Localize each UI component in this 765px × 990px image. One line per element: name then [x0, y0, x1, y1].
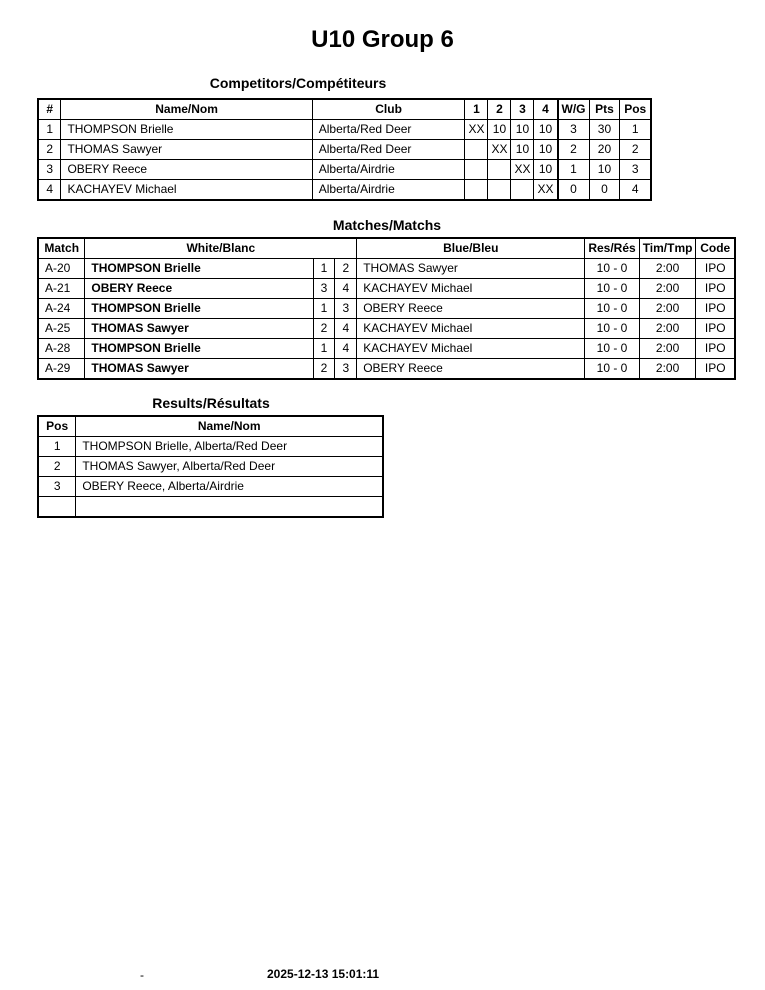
col-result-pos: Pos	[38, 416, 76, 437]
match-code: IPO	[696, 279, 735, 299]
blue-competitor: KACHAYEV Michael	[357, 339, 585, 359]
page-title: U10 Group 6	[311, 26, 454, 53]
result-row	[38, 437, 383, 457]
match-result: 10 - 0	[585, 279, 639, 299]
result-position	[38, 497, 76, 518]
blue-number: 4	[335, 339, 357, 359]
match-row	[38, 339, 735, 359]
col-pts: Pts	[589, 99, 620, 120]
competitor-num: 4	[38, 180, 61, 201]
col-blue: Blue/Bleu	[357, 238, 585, 259]
match-code: IPO	[696, 259, 735, 279]
blue-number: 2	[335, 259, 357, 279]
competitor-row	[38, 120, 651, 140]
competitor-name: OBERY Reece	[61, 160, 312, 180]
competitor-num: 2	[38, 140, 61, 160]
col-3: 3	[511, 99, 534, 120]
match-row	[38, 359, 735, 380]
col-res: Res/Rés	[585, 238, 639, 259]
result-position: 2	[38, 457, 76, 477]
match-result: 10 - 0	[585, 359, 639, 380]
col-code: Code	[696, 238, 735, 259]
score-vs-1: XX	[465, 120, 488, 140]
competitor-name: THOMAS Sawyer	[61, 140, 312, 160]
competitor-points: 30	[589, 120, 620, 140]
match-time: 2:00	[639, 319, 696, 339]
col-1: 1	[465, 99, 488, 120]
col-match: Match	[38, 238, 85, 259]
matches-heading: Matches/Matchs	[332, 217, 442, 233]
score-vs-2: 10	[488, 120, 511, 140]
match-code: IPO	[696, 299, 735, 319]
match-id: A-29	[38, 359, 85, 380]
competitor-club: Alberta/Airdrie	[312, 180, 465, 201]
score-vs-2: XX	[488, 140, 511, 160]
col-num: #	[38, 99, 61, 120]
competitor-position: 4	[620, 180, 651, 201]
results-header-row	[38, 416, 383, 437]
competitor-wins: 3	[558, 120, 590, 140]
col-2: 2	[488, 99, 511, 120]
white-number: 1	[313, 339, 335, 359]
result-row	[38, 497, 383, 518]
score-vs-1	[465, 180, 488, 201]
match-row	[38, 319, 735, 339]
match-id: A-28	[38, 339, 85, 359]
score-vs-2	[488, 180, 511, 201]
competitor-wins: 1	[558, 160, 590, 180]
competitor-position: 2	[620, 140, 651, 160]
result-name: THOMAS Sawyer, Alberta/Red Deer	[76, 457, 383, 477]
footer-dash: -	[140, 968, 144, 982]
competitor-wins: 2	[558, 140, 590, 160]
white-competitor: THOMPSON Brielle	[85, 339, 313, 359]
match-time: 2:00	[639, 259, 696, 279]
match-id: A-24	[38, 299, 85, 319]
competitor-num: 3	[38, 160, 61, 180]
competitor-name: KACHAYEV Michael	[61, 180, 312, 201]
score-vs-4: 10	[534, 120, 558, 140]
score-vs-4: 10	[534, 140, 558, 160]
col-result-name: Name/Nom	[76, 416, 383, 437]
competitor-points: 20	[589, 140, 620, 160]
blue-competitor: KACHAYEV Michael	[357, 279, 585, 299]
competitor-club: Alberta/Red Deer	[312, 120, 465, 140]
matches-header-row	[38, 238, 735, 259]
match-row	[38, 259, 735, 279]
match-result: 10 - 0	[585, 299, 639, 319]
white-number: 1	[313, 299, 335, 319]
competitor-wins: 0	[558, 180, 590, 201]
white-competitor: THOMPSON Brielle	[85, 299, 313, 319]
match-result: 10 - 0	[585, 339, 639, 359]
match-time: 2:00	[639, 359, 696, 380]
blue-competitor: OBERY Reece	[357, 359, 585, 380]
blue-competitor: KACHAYEV Michael	[357, 319, 585, 339]
blue-number: 3	[335, 359, 357, 380]
competitors-table	[37, 98, 652, 201]
competitor-club: Alberta/Airdrie	[312, 160, 465, 180]
col-name: Name/Nom	[61, 99, 312, 120]
score-vs-4: 10	[534, 160, 558, 180]
competitors-header-row	[38, 99, 651, 120]
col-4: 4	[534, 99, 558, 120]
white-competitor: THOMPSON Brielle	[85, 259, 313, 279]
score-vs-3	[511, 180, 534, 201]
score-vs-1	[465, 160, 488, 180]
blue-number: 3	[335, 299, 357, 319]
competitor-num: 1	[38, 120, 61, 140]
white-competitor: OBERY Reece	[85, 279, 313, 299]
competitor-row	[38, 140, 651, 160]
match-result: 10 - 0	[585, 259, 639, 279]
results-heading: Results/Résultats	[152, 395, 270, 411]
competitor-row	[38, 160, 651, 180]
score-vs-4: XX	[534, 180, 558, 201]
score-vs-2	[488, 160, 511, 180]
col-club: Club	[312, 99, 465, 120]
match-time: 2:00	[639, 279, 696, 299]
score-vs-3: 10	[511, 140, 534, 160]
competitor-points: 0	[589, 180, 620, 201]
match-row	[38, 279, 735, 299]
competitor-row	[38, 180, 651, 201]
blue-number: 4	[335, 279, 357, 299]
competitors-heading: Competitors/Compétiteurs	[209, 75, 387, 91]
competitor-name: THOMPSON Brielle	[61, 120, 312, 140]
match-id: A-21	[38, 279, 85, 299]
competitor-position: 1	[620, 120, 651, 140]
white-number: 2	[313, 319, 335, 339]
competitor-position: 3	[620, 160, 651, 180]
result-position: 3	[38, 477, 76, 497]
white-competitor: THOMAS Sawyer	[85, 359, 313, 380]
col-wg: W/G	[558, 99, 590, 120]
white-number: 2	[313, 359, 335, 380]
result-name: THOMPSON Brielle, Alberta/Red Deer	[76, 437, 383, 457]
match-time: 2:00	[639, 299, 696, 319]
match-code: IPO	[696, 359, 735, 380]
result-row	[38, 457, 383, 477]
match-row	[38, 299, 735, 319]
result-name: OBERY Reece, Alberta/Airdrie	[76, 477, 383, 497]
matches-table	[37, 237, 736, 380]
col-pos: Pos	[620, 99, 651, 120]
match-time: 2:00	[639, 339, 696, 359]
col-time: Tim/Tmp	[639, 238, 696, 259]
footer-timestamp: 2025-12-13 15:01:11	[267, 967, 380, 981]
col-white: White/Blanc	[85, 238, 357, 259]
white-number: 3	[313, 279, 335, 299]
blue-competitor: THOMAS Sawyer	[357, 259, 585, 279]
competitor-points: 10	[589, 160, 620, 180]
result-row	[38, 477, 383, 497]
match-code: IPO	[696, 319, 735, 339]
score-vs-1	[465, 140, 488, 160]
results-table	[37, 415, 384, 518]
blue-number: 4	[335, 319, 357, 339]
match-code: IPO	[696, 339, 735, 359]
white-number: 1	[313, 259, 335, 279]
white-competitor: THOMAS Sawyer	[85, 319, 313, 339]
result-position: 1	[38, 437, 76, 457]
result-name	[76, 497, 383, 518]
score-vs-3: XX	[511, 160, 534, 180]
blue-competitor: OBERY Reece	[357, 299, 585, 319]
match-result: 10 - 0	[585, 319, 639, 339]
competitor-club: Alberta/Red Deer	[312, 140, 465, 160]
match-id: A-25	[38, 319, 85, 339]
match-id: A-20	[38, 259, 85, 279]
score-vs-3: 10	[511, 120, 534, 140]
